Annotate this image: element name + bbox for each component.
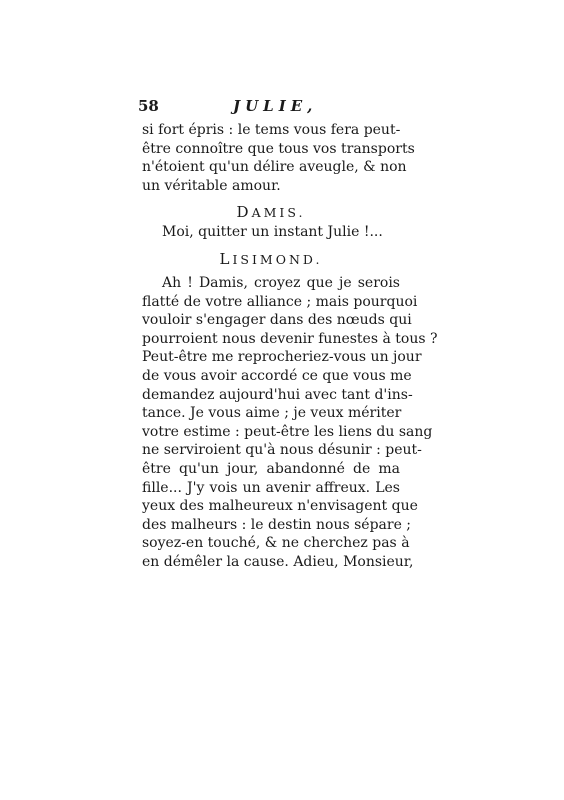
speech-line: Moi, quitter un instant Julie !... — [162, 224, 383, 241]
text-line: de vous avoir accordé ce que vous me — [142, 367, 412, 384]
text-line: être qu'un jour, abandonné de ma — [142, 460, 400, 477]
speech-paragraph — [142, 274, 438, 572]
text-line: si fort épris : le tems vous fera peut- — [142, 122, 401, 138]
running-head — [138, 97, 400, 121]
text-block — [142, 121, 438, 571]
speaker-heading-damis — [142, 203, 400, 221]
text-line: soyez-en touché, & ne cherchez pas à — [142, 535, 410, 552]
text-line: flatté de votre alliance ; mais pourquoi — [142, 293, 418, 310]
text-line: Ah ! Damis, croyez que je serois — [162, 274, 400, 291]
continuation-paragraph — [142, 121, 415, 195]
speaker-initial: L — [219, 249, 233, 268]
page-number: 58 — [138, 97, 159, 115]
text-line: yeux des malheureux n'envisagent que — [142, 498, 418, 515]
speaker-rest: AMIS. — [251, 205, 306, 221]
text-line: un véritable amour. — [142, 177, 281, 194]
text-line: en démêler la cause. Adieu, Monsieur, — [142, 553, 414, 570]
text-line: tance. Je vous aime ; je veux mériter — [142, 405, 402, 422]
text-line: fille... J'y vois un avenir affreux. Les — [142, 479, 400, 496]
text-line: ne serviroient qu'à nous désunir : peut- — [142, 442, 422, 459]
text-line: Peut-être me reprocheriez-vous un jour — [142, 349, 422, 366]
speaker-initial: D — [236, 203, 252, 222]
text-line: n'étoient qu'un délire aveugle, & non — [142, 159, 407, 176]
speaker-heading-lisimond — [142, 250, 400, 268]
running-title: JULIE, — [233, 97, 318, 115]
text-line: des malheurs : le destin nous sépare ; — [142, 516, 412, 533]
text-line: être connoître que tous vos transports — [142, 140, 415, 157]
text-line: pourroient nous devenir funestes à tous ? — [142, 330, 438, 347]
text-line: vouloir s'engager dans des nœuds qui — [142, 312, 412, 329]
text-line: votre estime : peut-être les liens du sang — [142, 423, 433, 440]
text-line: demandez aujourd'hui avec tant d'ins- — [142, 386, 413, 403]
speaker-rest: ISIMOND. — [232, 251, 323, 267]
